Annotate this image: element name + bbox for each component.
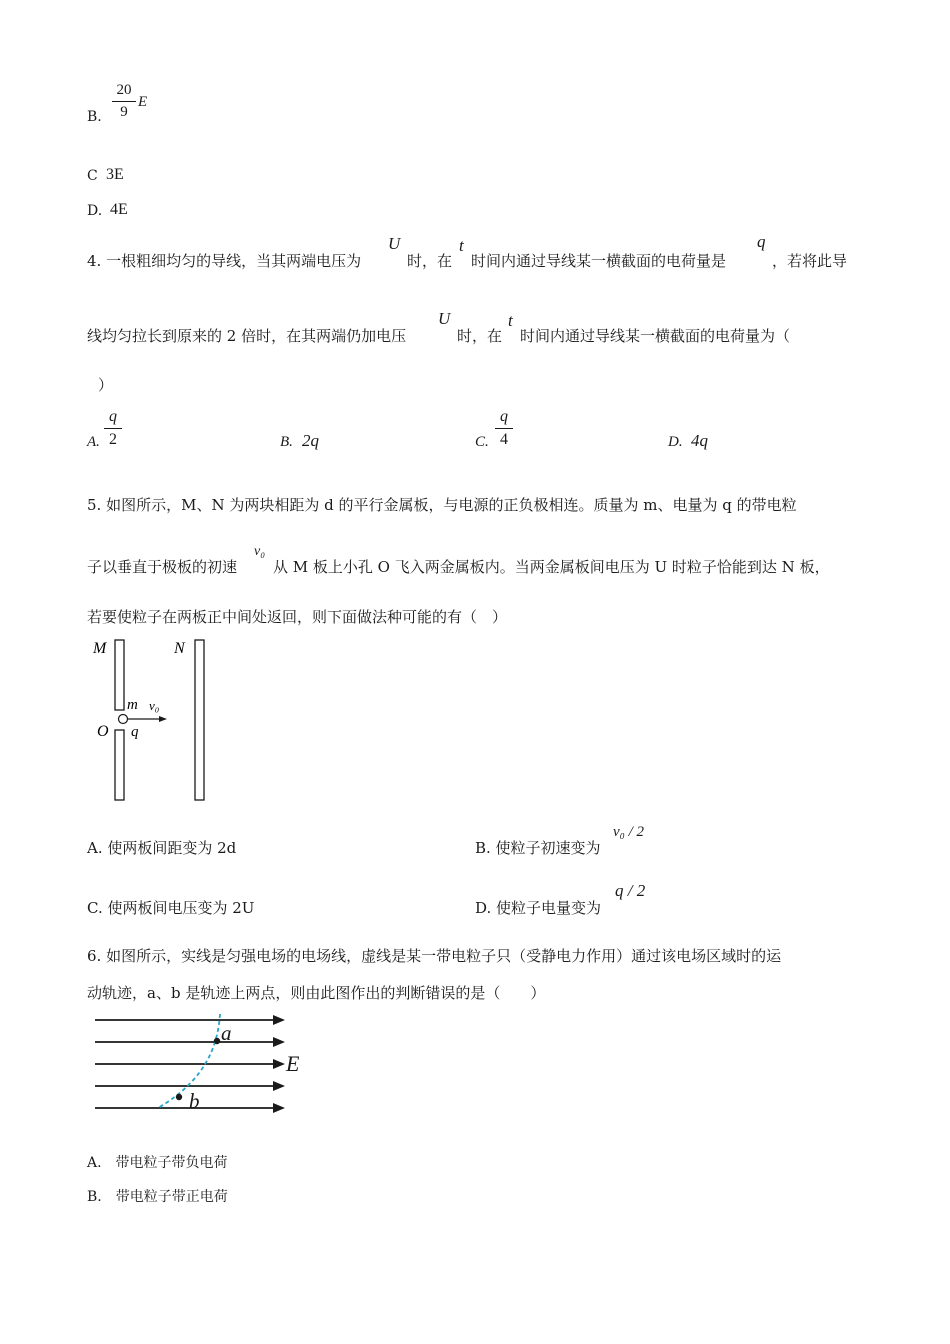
- q5-option-b: B. 使粒子初速变为: [475, 839, 601, 857]
- q3-option-c-value: 3E: [106, 166, 124, 183]
- q6-figure: [90, 1010, 320, 1120]
- fig-label-b: b: [189, 1089, 200, 1113]
- field-lines: [95, 1020, 275, 1108]
- q4-var-t: t: [459, 236, 464, 255]
- fig-label-q: q: [131, 724, 139, 740]
- q3-option-b-label: B.: [87, 109, 102, 125]
- q5-option-d: D. 使粒子电量变为: [475, 899, 602, 917]
- fraction-denominator: 4: [500, 431, 508, 448]
- q4-text-e: 线均匀拉长到原来的 2 倍时，在其两端仍加电压: [87, 327, 407, 345]
- q5-option-d-math: q / 2: [615, 881, 646, 900]
- fraction-numerator: q: [500, 408, 508, 425]
- field-arrowheads: [273, 1015, 285, 1113]
- q6-option-b: B. 带电粒子带正电荷: [87, 1189, 228, 1205]
- fig-label-M: M: [93, 640, 107, 657]
- arrowhead-icon: [273, 1059, 285, 1069]
- q4-option-d-value: 4q: [691, 431, 708, 450]
- q4-text-g: 时间内通过导线某一横截面的电荷量为（: [520, 327, 791, 345]
- q4-text-b: 时，在: [407, 252, 453, 270]
- fig-label-O: O: [97, 723, 109, 740]
- fig-label-N: N: [174, 640, 185, 657]
- fraction-bar: [104, 428, 122, 429]
- velocity-arrowhead-icon: [159, 716, 167, 722]
- q5-line-3: 若要使粒子在两板正中间处返回，则下面做法种可能的有（ ）: [87, 608, 508, 626]
- arrowhead-icon: [273, 1037, 285, 1047]
- plate-M-lower: [115, 730, 124, 800]
- q6-line-1: 6. 如图所示，实线是匀强电场的电场线，虚线是某一带电粒子只（受静电力作用）通过该电场区域时的运: [87, 947, 782, 965]
- fraction-bar: [112, 101, 136, 102]
- fig-label-E: E: [286, 1051, 300, 1076]
- q4-text-h: ）: [98, 376, 114, 394]
- fraction-bar: [495, 428, 513, 429]
- q5-v0: v₀: [254, 544, 266, 559]
- q4-var-U: U: [388, 234, 401, 253]
- q4-var-U-2: U: [438, 309, 451, 328]
- plate-N: [195, 640, 204, 800]
- plate-M-upper: [115, 640, 124, 710]
- fraction-numerator: q: [109, 408, 117, 425]
- point-a: [214, 1038, 220, 1044]
- q5-line-2b: 从 M 板上小孔 O 飞入两金属板内。当两金属板间电压为 U 时粒子恰能到达 N 板，: [273, 558, 830, 576]
- particle-icon: [119, 715, 128, 724]
- q4-option-c-label: C.: [475, 434, 489, 450]
- q5-option-c: C. 使两板间电压变为 2U: [87, 899, 255, 917]
- q3-option-d-label: D.: [87, 203, 103, 219]
- q5-option-a: A. 使两板间距变为 2d: [87, 839, 237, 857]
- q4-text-a: 4. 一根粗细均匀的导线，当其两端电压为: [87, 252, 362, 270]
- q4-option-b-value: 2q: [302, 431, 319, 450]
- q4-option-c-fraction: [495, 408, 513, 449]
- arrowhead-icon: [273, 1081, 285, 1091]
- q6-option-a: A. 带电粒子带负电荷: [87, 1155, 228, 1171]
- fraction-denominator: 9: [120, 104, 128, 120]
- q4-option-b-label: B.: [280, 434, 293, 450]
- q4-var-q: q: [757, 232, 766, 251]
- fraction-numerator: 20: [116, 82, 132, 98]
- fig-label-v0: v₀: [149, 698, 160, 713]
- q3-option-d-value: 4E: [110, 201, 128, 218]
- q3-option-b-variable: E: [138, 94, 148, 110]
- q5-figure: [85, 630, 215, 810]
- q5-line-1: 5. 如图所示，M、N 为两块相距为 d 的平行金属板，与电源的正负极相连。质量为 m、电量为 q 的带电粒: [87, 496, 797, 514]
- point-b: [176, 1094, 182, 1100]
- q4-option-a-fraction: [104, 408, 122, 449]
- q3-option-c-label: C: [87, 168, 98, 184]
- q5-line-2a: 子以垂直于极板的初速: [87, 558, 238, 576]
- q4-text-f: 时，在: [457, 327, 503, 345]
- arrowhead-icon: [273, 1103, 285, 1113]
- q3-option-b-fraction: [112, 82, 136, 121]
- q4-option-a-label: A.: [87, 434, 100, 450]
- fig-label-m: m: [127, 697, 138, 713]
- q6-line-2: 动轨迹，a、b 是轨迹上两点，则由此图作出的判断错误的是（ ）: [87, 984, 546, 1002]
- q5-option-b-math: v₀ / 2: [613, 824, 645, 840]
- arrowhead-icon: [273, 1015, 285, 1025]
- q4-option-d-label: D.: [668, 434, 683, 450]
- fig-label-a: a: [221, 1021, 232, 1045]
- q4-text-d: ，若将此导: [772, 252, 848, 270]
- fraction-denominator: 2: [109, 431, 117, 448]
- q4-var-t-2: t: [508, 311, 513, 330]
- q4-text-c: 时间内通过导线某一横截面的电荷量是: [471, 252, 727, 270]
